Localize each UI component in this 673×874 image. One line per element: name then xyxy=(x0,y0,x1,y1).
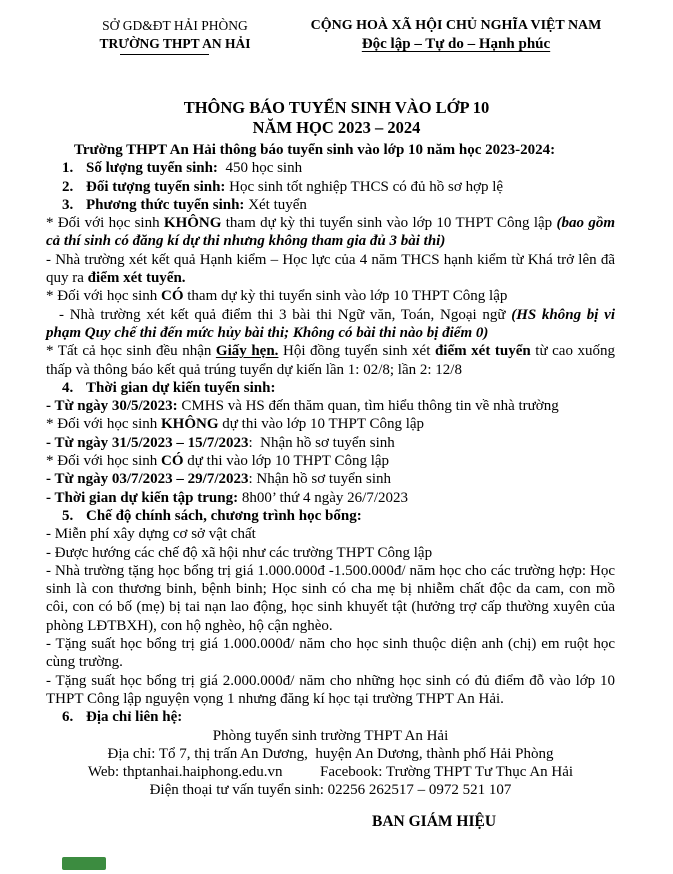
doc-line xyxy=(46,525,615,543)
text-segment: - Nhà trường xét kết quả Hạnh kiểm – Học lực của 4 năm THCS hạnh kiểm từ Khá trở lên đã quy ra xyxy=(46,251,619,287)
doc-line xyxy=(46,287,615,305)
doc-line xyxy=(46,562,619,635)
text-segment: dự thi vào lớp 10 THPT Công lập xyxy=(183,453,390,470)
school-name: TRƯỜNG THPT AN HẢI xyxy=(45,35,305,53)
text-segment: Trường THPT An Hải thông báo tuyển sinh vào lớp 10 năm học 2023-2024: xyxy=(74,142,556,158)
doc-line xyxy=(46,434,615,452)
text-segment: - xyxy=(46,398,55,415)
doc-line xyxy=(46,397,615,415)
text-segment: (HS không bị vi phạm Quy chế thi đến mức hủy bài thi; Không có bài thi nào bị điểm 0) xyxy=(46,306,619,341)
text-segment: - Tặng suất học bổng trị giá 1.000.000đ/ năm cho học sinh thuộc diện anh (chị) em ruột học cùng trường. xyxy=(46,636,619,671)
text-segment: Hội đồng tuyển sinh xét xyxy=(278,343,435,360)
text-segment: - Thời gian dự kiến tập trung: xyxy=(46,489,239,506)
doc-line xyxy=(46,251,619,288)
text-segment: Phương thức tuyển sinh: xyxy=(86,196,245,213)
text-segment: - Nhà trường xét kết quả điểm thi 3 bài thi Ngữ văn, Toán, Ngoại ngữ xyxy=(59,306,512,323)
text-segment: : Nhận hồ sơ tuyển sinh xyxy=(248,471,392,488)
item-number: 1. xyxy=(62,160,74,177)
text-segment: - Được hướng các chế độ xã hội như các trường THPT Công lập xyxy=(46,544,433,561)
text-segment: dự thi vào lớp 10 THPT Công lập xyxy=(218,416,425,433)
text-segment xyxy=(282,764,320,780)
text-segment: - Nhà trường tặng học bổng trị giá 1.000.000đ -1.500.000đ/ năm học cho các trường hợp: Học sinh là con thương binh, bệnh binh; Học sinh có cha mẹ bị nhiễm chất độc da cam, con mồ côi, con có bố (mẹ) bị tai nạn lao động, học sinh khuyết tật (hưởng trợ cấp thường xuyên của phòng LĐTBXH), con hộ nghèo, hộ cận nghèo. xyxy=(46,562,619,634)
text-segment: * Tất cả học sinh đều nhận xyxy=(46,343,216,360)
text-segment: Phòng tuyển sinh trường THPT An Hải xyxy=(212,727,449,744)
doc-line xyxy=(46,159,615,177)
doc-line xyxy=(46,672,619,709)
text-segment: Địa chỉ: Tổ 7, thị trấn An Dương, huyện An Dương, thành phố Hải Phòng xyxy=(107,745,554,762)
text-segment: KHÔNG xyxy=(161,416,219,433)
text-segment: CÓ xyxy=(161,288,184,305)
bottom-green-marker xyxy=(62,857,106,870)
doc-line xyxy=(46,196,615,214)
text-segment: KHÔNG xyxy=(163,215,222,232)
doc-line xyxy=(46,489,615,507)
announcement-title xyxy=(0,98,673,138)
text-segment: Địa chỉ liên hệ: xyxy=(86,709,183,726)
announcement-title-line2: NĂM HỌC 2023 – 2024 xyxy=(252,118,421,137)
doc-line xyxy=(46,727,615,745)
item-number: 6. xyxy=(62,709,74,726)
doc-line xyxy=(46,763,615,781)
text-segment: Giấy hẹn. xyxy=(215,343,279,360)
doc-line xyxy=(46,745,615,763)
text-segment: 8h00’ thứ 4 ngày 26/7/2023 xyxy=(238,489,408,506)
doc-line xyxy=(46,214,619,251)
doc-line xyxy=(46,379,615,397)
text-segment: 450 học sinh xyxy=(217,160,303,177)
text-segment: CMHS và HS đến thăm quan, tìm hiểu thông tin về nhà trường xyxy=(177,398,559,415)
text-segment: : Nhận hồ sơ tuyển sinh xyxy=(248,434,395,451)
text-segment: từ cao xuống thấp và thông báo kết quả trúng tuyển dự kiến lần 1: 02/8; lần 2: 12/8 xyxy=(46,343,619,378)
doc-line xyxy=(46,507,615,525)
doc-line xyxy=(46,306,619,343)
text-segment: Xét tuyển xyxy=(244,196,307,213)
doc-line xyxy=(46,342,619,379)
text-segment: - Từ ngày 03/7/2023 – 29/7/2023 xyxy=(46,471,249,488)
text-segment: * Đối với học sinh xyxy=(46,288,162,305)
header-right xyxy=(283,17,629,54)
national-motto: Độc lập – Tự do – Hạnh phúc xyxy=(361,36,551,52)
announcement-title-line1: THÔNG BÁO TUYỂN SINH VÀO LỚP 10 xyxy=(183,98,490,117)
item-number: 5. xyxy=(62,507,74,524)
signature-block: BAN GIÁM HIỆU xyxy=(372,812,497,830)
text-segment: Học sinh tốt nghiệp THCS có đủ hồ sơ hợp lệ xyxy=(225,178,504,195)
text-segment: - Miễn phí xây dựng cơ sở vật chất xyxy=(46,526,256,543)
text-segment: - Từ ngày 31/5/2023 – 15/7/2023 xyxy=(46,434,249,451)
item-number: 3. xyxy=(62,196,74,213)
doc-line xyxy=(46,415,615,433)
text-segment: (bao gồm cả thí sinh có đăng kí dự thi nhưng không tham gia đủ 3 bài thi) xyxy=(46,215,619,250)
item-number: 2. xyxy=(62,178,74,195)
text-segment: Điện thoại tư vấn tuyển sinh: 02256 262517 – 0972 521 107 xyxy=(149,782,512,799)
text-segment: * Đối với học sinh xyxy=(46,215,164,232)
text-segment: tham dự kỳ thi tuyển sinh vào lớp 10 THPT Công lập xyxy=(183,288,508,305)
doc-line xyxy=(46,452,615,470)
text-segment: Thời gian dự kiến tuyển sinh: xyxy=(86,379,276,396)
issuing-department: SỞ GD&ĐT HẢI PHÒNG xyxy=(102,18,248,33)
doc-line xyxy=(46,141,615,159)
doc-line xyxy=(46,708,615,726)
text-segment: Từ ngày 30/5/2023: xyxy=(54,398,178,415)
text-segment: Đối tượng tuyển sinh: xyxy=(86,178,226,195)
doc-line xyxy=(46,178,615,196)
doc-line xyxy=(46,781,615,799)
text-segment: * Đối với học sinh xyxy=(46,416,162,433)
doc-line xyxy=(46,544,615,562)
text-segment: * Đối với học sinh xyxy=(46,453,162,470)
text-segment: Số lượng tuyển sinh: xyxy=(86,160,218,177)
document-body xyxy=(0,141,673,800)
document-header xyxy=(0,0,673,75)
text-segment: - Tặng suất học bổng trị giá 2.000.000đ/ năm cho những học sinh có đủ điểm đỗ vào lớp 10 THPT Công lập nguyện vọng 1 nhưng đăng kí học tại trường THPT An Hải. xyxy=(46,672,619,707)
national-title: CỘNG HOÀ XÃ HỘI CHỦ NGHĨA VIỆT NAM xyxy=(310,18,602,33)
text-segment: CÓ xyxy=(161,453,184,470)
text-segment: tham dự kỳ thi tuyển sinh vào lớp 10 THPT Công lập xyxy=(221,215,557,232)
header-left xyxy=(45,17,305,53)
item-number: 4. xyxy=(62,379,74,396)
doc-line xyxy=(46,635,619,672)
text-segment: Web: thptanhai.haiphong.edu.vn xyxy=(87,764,283,781)
text-segment: Facebook: Trường THPT Tư Thục An Hải xyxy=(319,764,574,781)
doc-line xyxy=(46,470,615,488)
text-segment: Chế độ chính sách, chương trình học bổng: xyxy=(86,507,362,524)
text-segment: điểm xét tuyển xyxy=(434,343,531,360)
text-segment: điểm xét tuyển. xyxy=(87,270,186,287)
